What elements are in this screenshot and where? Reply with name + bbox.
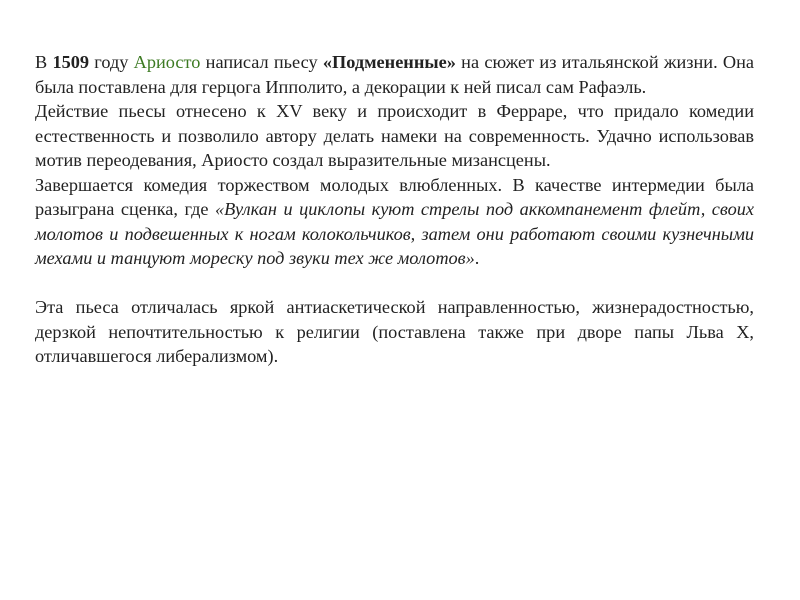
paragraph-gap [35, 271, 754, 296]
paragraph-3-end: . [474, 248, 480, 268]
paragraph-2-text: Действие пьесы отнесено к XV веку и происходит в Ферраре, что придало комедии естественность и позволило автору делать намеки на современность. Удачно использовав мотив переодевания, Ариосто создал выразительные мизансцены. [35, 101, 754, 170]
paragraph-4-text: Эта пьеса отличалась яркой антиаскетической направленностью, жизнерадостностью, дерзкой непочтительностью к религии (поставлена также при дворе папы Льва X, отличавшегося либерализмом). [35, 297, 754, 366]
paragraph-4 [35, 295, 754, 369]
paragraph-1 [35, 50, 754, 99]
author-name: Ариосто [133, 52, 201, 72]
text-fragment: В [35, 52, 53, 72]
text-fragment: году [89, 52, 134, 72]
paragraph-2 [35, 99, 754, 173]
paragraph-3-text: Завершается комедия торжеством молодых влюбленных. В качестве интермедии была разыграна сценка, где [35, 174, 754, 219]
text-fragment: на сюжет из итальянской жизни. Она была поставлена для герцога Ипполито, а декорации к ней писал сам Рафаэль. [35, 52, 755, 97]
paragraph-3 [35, 173, 754, 271]
text-fragment: написал пьесу [200, 52, 323, 72]
year-1509: 1509 [52, 52, 90, 72]
play-title: «Подмененные» [322, 52, 456, 72]
text-block [35, 50, 754, 369]
intermedia-quote: «Вулкан и циклопы куют стрелы под аккомпанемент флейт, своих молотов и подвешенных к ногам колокольчиков, затем они работают своими кузнечными мехами и танцуют мореску под звуки тех же молотов» [35, 199, 754, 268]
